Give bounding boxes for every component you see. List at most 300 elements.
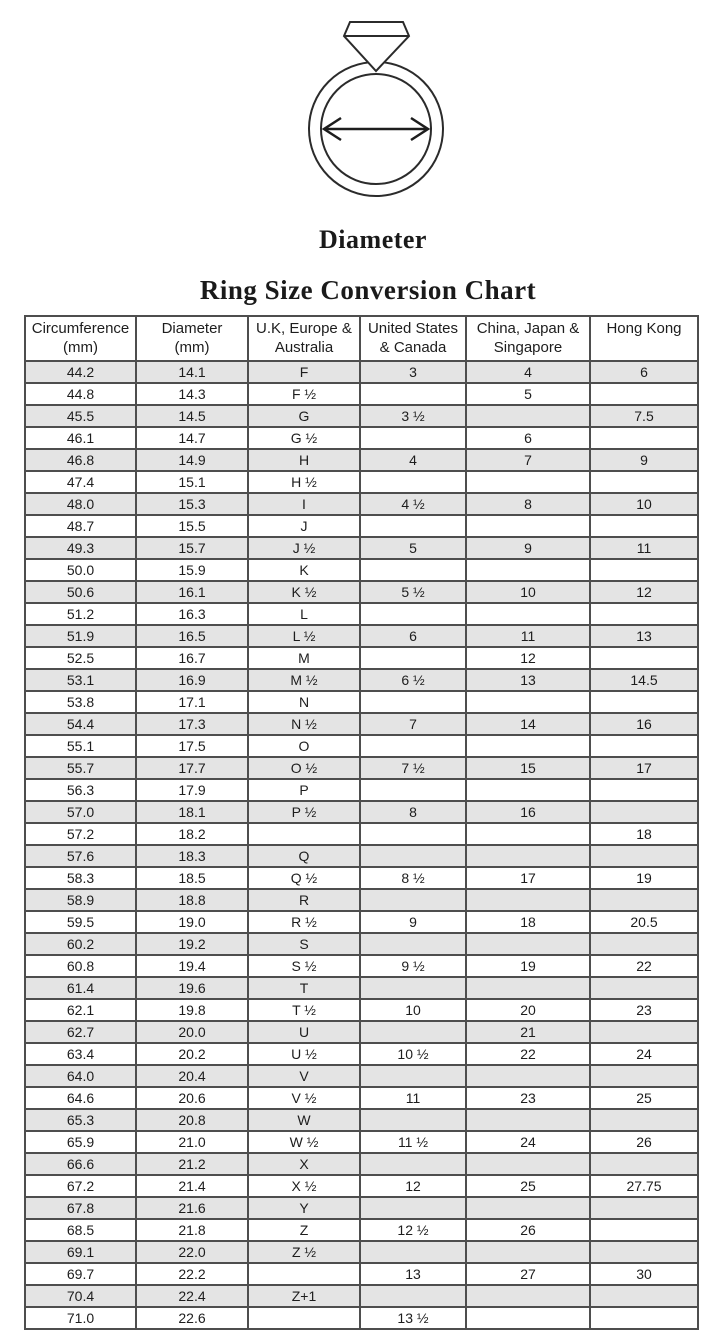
table-cell: 48.0 [25, 493, 136, 515]
table-row [25, 999, 698, 1021]
table-cell [360, 1021, 466, 1043]
table-cell [360, 1241, 466, 1263]
table-row [25, 1043, 698, 1065]
table-row [25, 911, 698, 933]
table-row [25, 801, 698, 823]
table-cell: 9 ½ [360, 955, 466, 977]
table-cell: 60.8 [25, 955, 136, 977]
table-cell: 5 [360, 537, 466, 559]
table-cell [360, 383, 466, 405]
table-cell [590, 1219, 698, 1241]
table-cell: 51.9 [25, 625, 136, 647]
table-cell: 22.2 [136, 1263, 248, 1285]
table-cell [466, 779, 590, 801]
table-cell: 25 [466, 1175, 590, 1197]
column-header-line: Singapore [493, 339, 563, 356]
diamond-ring-diameter-icon [0, 0, 720, 206]
table-cell [360, 889, 466, 911]
table-cell: M [248, 647, 360, 669]
table-cell: 53.1 [25, 669, 136, 691]
table-cell [466, 1065, 590, 1087]
table-cell: 11 [590, 537, 698, 559]
table-cell: N ½ [248, 713, 360, 735]
table-cell: 6 [466, 427, 590, 449]
table-cell: 9 [590, 449, 698, 471]
table-cell: 15.1 [136, 471, 248, 493]
table-cell: 15.5 [136, 515, 248, 537]
table-cell: 12 [360, 1175, 466, 1197]
table-row [25, 1219, 698, 1241]
table-cell: 16.1 [136, 581, 248, 603]
table-cell: 51.2 [25, 603, 136, 625]
table-cell [590, 735, 698, 757]
table-cell: 12 ½ [360, 1219, 466, 1241]
table-cell: P ½ [248, 801, 360, 823]
table-cell: Z ½ [248, 1241, 360, 1263]
table-cell [360, 779, 466, 801]
table-cell: F [248, 361, 360, 383]
table-row [25, 647, 698, 669]
column-header-line: Diameter [161, 320, 223, 337]
table-cell: 5 ½ [360, 581, 466, 603]
table-cell: 65.9 [25, 1131, 136, 1153]
table-cell: 5 [466, 383, 590, 405]
table-cell: 23 [466, 1087, 590, 1109]
table-cell [466, 933, 590, 955]
table-cell [360, 559, 466, 581]
table-cell [590, 603, 698, 625]
table-cell: 15.3 [136, 493, 248, 515]
table-cell: N [248, 691, 360, 713]
table-row [25, 1109, 698, 1131]
table-cell [466, 471, 590, 493]
table-row [25, 1131, 698, 1153]
table-cell: 16 [590, 713, 698, 735]
table-cell: 45.5 [25, 405, 136, 427]
table-cell: 14.1 [136, 361, 248, 383]
table-row [25, 1153, 698, 1175]
table-cell: 15.9 [136, 559, 248, 581]
table-cell: 24 [466, 1131, 590, 1153]
table-cell: 6 [360, 625, 466, 647]
table-cell: 10 [466, 581, 590, 603]
table-row [25, 933, 698, 955]
table-cell: 24 [590, 1043, 698, 1065]
table-cell [466, 1109, 590, 1131]
table-cell [590, 1065, 698, 1087]
table-cell: 7 ½ [360, 757, 466, 779]
table-cell: 8 [466, 493, 590, 515]
table-row [25, 977, 698, 999]
column-header-line: Hong Kong [606, 320, 682, 337]
table-cell: 8 ½ [360, 867, 466, 889]
table-cell: 9 [360, 911, 466, 933]
table-cell: 13 [466, 669, 590, 691]
column-header-line: U.K, Europe & [256, 320, 352, 337]
table-cell: K [248, 559, 360, 581]
table-cell: O [248, 735, 360, 757]
table-cell: 17.3 [136, 713, 248, 735]
page-title: Ring Size Conversion Chart [199, 275, 537, 305]
table-cell: 20.6 [136, 1087, 248, 1109]
table-cell: 49.3 [25, 537, 136, 559]
table-cell: S [248, 933, 360, 955]
table-cell: 26 [590, 1131, 698, 1153]
header-row [25, 316, 698, 361]
table-cell: 57.2 [25, 823, 136, 845]
table-cell: 11 ½ [360, 1131, 466, 1153]
table-row [25, 867, 698, 889]
table-cell: G ½ [248, 427, 360, 449]
table-cell: 18 [590, 823, 698, 845]
table-cell [590, 559, 698, 581]
table-row [25, 559, 698, 581]
table-cell: 18.5 [136, 867, 248, 889]
table-cell: 9 [466, 537, 590, 559]
table-cell: 20 [466, 999, 590, 1021]
table-cell: 14.7 [136, 427, 248, 449]
table-cell: 22 [590, 955, 698, 977]
table-cell [466, 889, 590, 911]
table-row [25, 823, 698, 845]
table-cell: 69.7 [25, 1263, 136, 1285]
table-row [25, 845, 698, 867]
table-cell [360, 603, 466, 625]
table-cell: 7.5 [590, 405, 698, 427]
table-cell: W [248, 1109, 360, 1131]
table-cell [590, 1241, 698, 1263]
table-cell [466, 1241, 590, 1263]
table-cell [590, 1285, 698, 1307]
table-cell: H ½ [248, 471, 360, 493]
table-cell: 27.75 [590, 1175, 698, 1197]
table-cell [360, 933, 466, 955]
table-cell [466, 515, 590, 537]
table-row [25, 383, 698, 405]
table-cell [466, 603, 590, 625]
table-cell: G [248, 405, 360, 427]
table-row [25, 1197, 698, 1219]
table-cell [466, 691, 590, 713]
table-row [25, 625, 698, 647]
table-cell: 21 [466, 1021, 590, 1043]
table-cell: 44.8 [25, 383, 136, 405]
table-cell: 48.7 [25, 515, 136, 537]
table-cell: U ½ [248, 1043, 360, 1065]
table-cell [590, 1021, 698, 1043]
table-cell: 17.5 [136, 735, 248, 757]
table-cell: R ½ [248, 911, 360, 933]
table-cell: 65.3 [25, 1109, 136, 1131]
table-row [25, 1285, 698, 1307]
table-cell [360, 977, 466, 999]
table-cell [360, 1109, 466, 1131]
table-row [25, 889, 698, 911]
table-cell [590, 427, 698, 449]
column-header [25, 316, 136, 361]
table-cell [590, 933, 698, 955]
table-cell [360, 735, 466, 757]
table-cell [466, 559, 590, 581]
table-cell: 11 [466, 625, 590, 647]
table-cell: 19.8 [136, 999, 248, 1021]
table-cell: Z [248, 1219, 360, 1241]
table-cell [248, 1307, 360, 1329]
table-cell: P [248, 779, 360, 801]
table-cell [360, 691, 466, 713]
table-row [25, 405, 698, 427]
table-cell: 67.8 [25, 1197, 136, 1219]
table-cell: 16.9 [136, 669, 248, 691]
table-cell: 14.9 [136, 449, 248, 471]
table-cell: 6 [590, 361, 698, 383]
table-cell: T ½ [248, 999, 360, 1021]
table-cell: 16 [466, 801, 590, 823]
table-cell: 22 [466, 1043, 590, 1065]
table-cell: V ½ [248, 1087, 360, 1109]
table-cell: 67.2 [25, 1175, 136, 1197]
table-cell: 6 ½ [360, 669, 466, 691]
table-cell: 15.7 [136, 537, 248, 559]
table-cell: 62.1 [25, 999, 136, 1021]
table-cell: 71.0 [25, 1307, 136, 1329]
table-cell: 10 [360, 999, 466, 1021]
table-cell [248, 823, 360, 845]
table-cell: 16.3 [136, 603, 248, 625]
table-cell: 20.8 [136, 1109, 248, 1131]
column-header-line: China, Japan & [476, 320, 580, 337]
table-cell [466, 845, 590, 867]
table-cell: 17.7 [136, 757, 248, 779]
table-cell: 14.5 [590, 669, 698, 691]
table-cell [360, 427, 466, 449]
table-row [25, 537, 698, 559]
table-cell: 22.0 [136, 1241, 248, 1263]
table-cell: 19.2 [136, 933, 248, 955]
column-header [466, 316, 590, 361]
table-cell: J [248, 515, 360, 537]
table-cell: 22.4 [136, 1285, 248, 1307]
table-cell [360, 823, 466, 845]
table-cell [360, 647, 466, 669]
table-cell: 21.0 [136, 1131, 248, 1153]
table-cell: X [248, 1153, 360, 1175]
table-cell: 12 [590, 581, 698, 603]
table-row [25, 1263, 698, 1285]
table-cell: 4 ½ [360, 493, 466, 515]
table-cell: 4 [466, 361, 590, 383]
column-header-line: (mm) [174, 339, 210, 356]
table-cell: 20.5 [590, 911, 698, 933]
table-cell: 26 [466, 1219, 590, 1241]
table-cell [590, 845, 698, 867]
table-cell: 57.6 [25, 845, 136, 867]
table-cell: 11 [360, 1087, 466, 1109]
table-cell: 66.6 [25, 1153, 136, 1175]
table-cell: I [248, 493, 360, 515]
table-cell: 23 [590, 999, 698, 1021]
table-cell: 60.2 [25, 933, 136, 955]
table-cell: 19 [590, 867, 698, 889]
column-header-line: Circumference [31, 320, 130, 337]
table-header [25, 316, 698, 361]
table-cell: H [248, 449, 360, 471]
table-cell [590, 977, 698, 999]
table-cell: 52.5 [25, 647, 136, 669]
table-cell: 19.0 [136, 911, 248, 933]
table-cell: 27 [466, 1263, 590, 1285]
table-cell: 55.7 [25, 757, 136, 779]
table-cell: 17.9 [136, 779, 248, 801]
table-cell: R [248, 889, 360, 911]
table-cell: K ½ [248, 581, 360, 603]
table-cell: L [248, 603, 360, 625]
column-header-line: (mm) [63, 339, 98, 356]
table-cell: 44.2 [25, 361, 136, 383]
table-cell [466, 823, 590, 845]
table-row [25, 493, 698, 515]
table-cell: 18.3 [136, 845, 248, 867]
table-row [25, 669, 698, 691]
table-cell: 13 [360, 1263, 466, 1285]
ring-diameter-figure [0, 0, 720, 254]
table-cell [466, 735, 590, 757]
table-cell: 56.3 [25, 779, 136, 801]
table-cell: 22.6 [136, 1307, 248, 1329]
ring-size-conversion-table [24, 315, 699, 1330]
table-cell: 18.2 [136, 823, 248, 845]
table-cell: 20.4 [136, 1065, 248, 1087]
table-row [25, 1021, 698, 1043]
table-cell: 3 ½ [360, 405, 466, 427]
table-cell [590, 1109, 698, 1131]
table-cell: 47.4 [25, 471, 136, 493]
table-cell: 57.0 [25, 801, 136, 823]
table-cell: V [248, 1065, 360, 1087]
table-cell: 30 [590, 1263, 698, 1285]
table-cell [360, 515, 466, 537]
table-cell: 20.0 [136, 1021, 248, 1043]
table-cell: 12 [466, 647, 590, 669]
column-header-line: & Canada [379, 339, 447, 356]
table-cell [590, 779, 698, 801]
table-cell: 58.9 [25, 889, 136, 911]
table-cell: 54.4 [25, 713, 136, 735]
table-cell: 14.5 [136, 405, 248, 427]
table-cell: 10 [590, 493, 698, 515]
table-cell: U [248, 1021, 360, 1043]
table-cell: F ½ [248, 383, 360, 405]
table-cell: 7 [360, 713, 466, 735]
table-cell: 13 ½ [360, 1307, 466, 1329]
table-cell: M ½ [248, 669, 360, 691]
table-cell: 3 [360, 361, 466, 383]
table-cell [590, 647, 698, 669]
table-cell: 10 ½ [360, 1043, 466, 1065]
table-row [25, 427, 698, 449]
table-row [25, 471, 698, 493]
table-cell: 69.1 [25, 1241, 136, 1263]
table-cell: 46.1 [25, 427, 136, 449]
table-cell: 13 [590, 625, 698, 647]
table-cell: Q ½ [248, 867, 360, 889]
table-cell [590, 1307, 698, 1329]
column-header [248, 316, 360, 361]
table-cell: 19 [466, 955, 590, 977]
table-cell: 62.7 [25, 1021, 136, 1043]
table-cell: 61.4 [25, 977, 136, 999]
table-cell: 19.4 [136, 955, 248, 977]
table-cell: 68.5 [25, 1219, 136, 1241]
table-cell [466, 977, 590, 999]
column-header [136, 316, 248, 361]
table-cell: 58.3 [25, 867, 136, 889]
table-cell: 15 [466, 757, 590, 779]
table-cell [590, 889, 698, 911]
column-header [590, 316, 698, 361]
table-cell: 70.4 [25, 1285, 136, 1307]
table-cell: L ½ [248, 625, 360, 647]
table-cell: 18.1 [136, 801, 248, 823]
table-row [25, 1065, 698, 1087]
table-cell [360, 1153, 466, 1175]
table-cell: 17.1 [136, 691, 248, 713]
table-cell [590, 691, 698, 713]
table-cell: 17 [590, 757, 698, 779]
table-cell: 18 [466, 911, 590, 933]
diameter-label: Diameter [319, 225, 427, 254]
table-cell: 21.6 [136, 1197, 248, 1219]
table-cell [360, 1285, 466, 1307]
table-cell: J ½ [248, 537, 360, 559]
table-row [25, 603, 698, 625]
table-body [25, 361, 698, 1329]
table-cell [466, 1153, 590, 1175]
table-row [25, 1241, 698, 1263]
table-cell: 59.5 [25, 911, 136, 933]
table-row [25, 581, 698, 603]
table-row [25, 735, 698, 757]
table-cell: 64.0 [25, 1065, 136, 1087]
table-cell: 55.1 [25, 735, 136, 757]
table-cell: 21.4 [136, 1175, 248, 1197]
table-cell: 7 [466, 449, 590, 471]
table-cell: 20.2 [136, 1043, 248, 1065]
table-cell [590, 471, 698, 493]
table-cell: W ½ [248, 1131, 360, 1153]
table-row [25, 1175, 698, 1197]
table-cell [590, 383, 698, 405]
table-cell: 19.6 [136, 977, 248, 999]
table-cell: 50.6 [25, 581, 136, 603]
table-row [25, 1087, 698, 1109]
table-cell [360, 471, 466, 493]
table-cell: 21.2 [136, 1153, 248, 1175]
table-cell: 17 [466, 867, 590, 889]
table-cell: 14 [466, 713, 590, 735]
table-cell [590, 1153, 698, 1175]
table-cell: Q [248, 845, 360, 867]
table-cell: X ½ [248, 1175, 360, 1197]
table-cell: 46.8 [25, 449, 136, 471]
table-row [25, 1307, 698, 1329]
table-cell: S ½ [248, 955, 360, 977]
table-cell [466, 1285, 590, 1307]
table-cell: 50.0 [25, 559, 136, 581]
table-cell: Z+1 [248, 1285, 360, 1307]
table-cell [590, 515, 698, 537]
table-cell: Y [248, 1197, 360, 1219]
